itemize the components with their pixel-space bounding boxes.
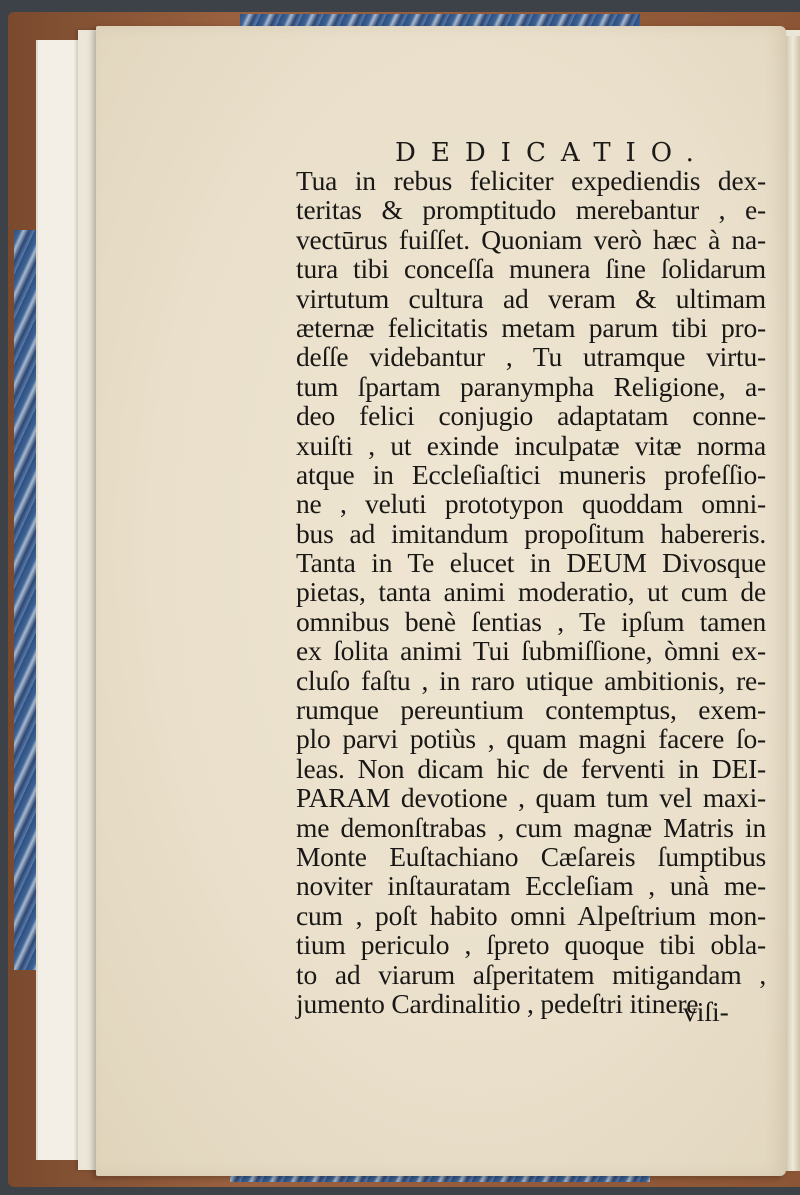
text-line: teritas & promptitudo merebantur , e- [296,194,766,226]
text-line: æternæ felicitatis metam parum tibi pro- [296,311,766,343]
text-line: bus ad imitandum propoſitum habereris. [296,517,766,549]
text-line: jumento Cardinalitio , pedeſtri itinere [296,987,699,1019]
text-line: ex ſolita animi Tui ſubmiſſione, òmni ex- [296,635,766,667]
text-line: Tua in rebus feliciter expediendis dex- [296,165,766,196]
text-line: Monte Euſtachiano Cæſareis ſumptibus [296,840,766,872]
text-line: PARAM devotione , quam tum vel maxi- [296,782,766,814]
text-line: deo felici conjugio adaptatam conne- [296,400,766,432]
text-line: plo parvi potiùs , quam magni facere ſo- [296,723,766,755]
text-line: cluſo faſtu , in raro utique ambitionis, re- [296,664,766,696]
text-line: to ad viarum aſperitatem mitigandam , [296,958,766,990]
text-line: noviter inſtauratam Eccleſiam , unà me- [296,870,766,902]
text-line: leas. Non dicam hic de ferventi in DEI- [296,752,766,784]
dedication-text [296,166,766,1018]
page-heading: DEDICATIO. [395,138,709,168]
text-line: virtutum cultura ad veram & ultimam [296,282,766,314]
text-line: Tanta in Te elucet in DEUM Divosque [296,547,766,579]
text-line: atque in Eccleſiaſtici muneris profeſſio- [296,458,766,490]
text-line: ne , veluti prototypon quoddam omni- [296,488,766,520]
text-line: rumque pereuntium contemptus, exem- [296,694,766,726]
text-line: pietas, tanta animi moderatio, ut cum de [296,576,766,608]
text-line: vectūrus fuiſſet. Quoniam verò hæc à na- [296,223,766,255]
text-line: cum , poſt habito omni Alpeſtrium mon- [296,899,766,931]
text-line: tium periculo , ſpreto quoque tibi obla- [296,929,766,961]
text-line: tum ſpartam paranympha Religione, a- [296,370,766,402]
catchword: viſi- [683,996,729,1027]
text-line: deſſe videbantur , Tu utramque virtu- [296,341,766,373]
text-line: tura tibi conceſſa munera ſine ſolidarum [296,253,766,285]
text-line: me demonſtrabas , cum magnæ Matris in [296,811,766,843]
text-line: xuiſti , ut exinde inculpatæ vitæ norma [296,429,766,461]
text-line: omnibus benè ſentias , Te ipſum tamen [296,605,766,637]
page-block-edge [786,36,800,1171]
